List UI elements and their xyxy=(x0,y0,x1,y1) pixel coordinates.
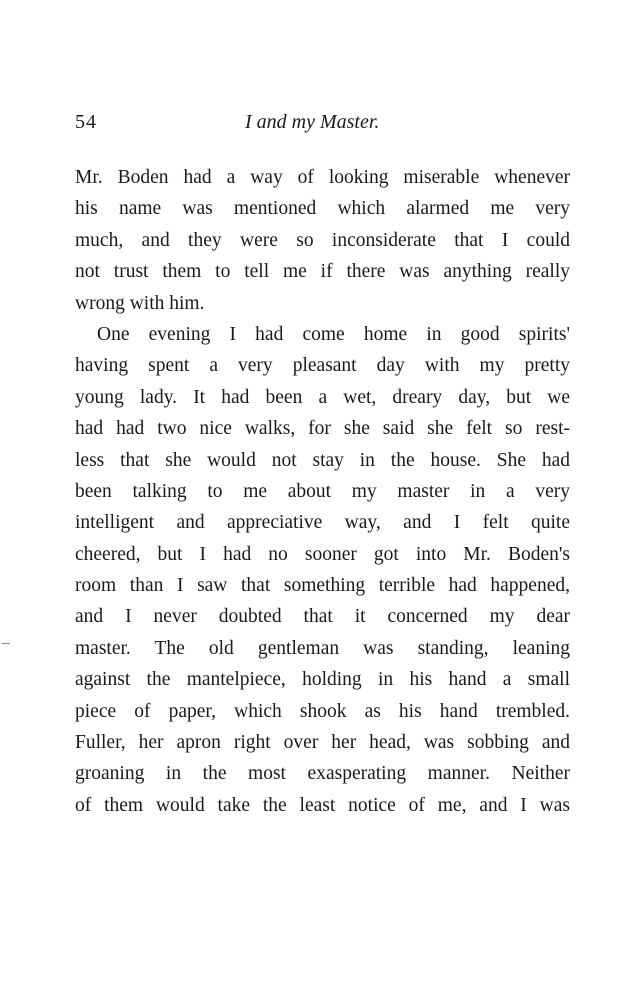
text-line: Mr. Boden had a way of looking miserable whenever xyxy=(75,167,570,188)
text-line: been talking to me about my master in a very xyxy=(75,480,570,502)
text-line: his name was mentioned which alarmed me very xyxy=(75,198,570,220)
text-line: wrong with him. xyxy=(75,292,205,314)
text-line: much, and they were so inconsiderate that I could xyxy=(75,229,570,251)
text-line: less that she would not stay in the house. She had xyxy=(75,449,570,471)
page-number: 54 xyxy=(75,111,97,133)
margin-mark xyxy=(2,643,10,644)
text-line: Fuller, her apron right over her head, was sobbing and xyxy=(75,732,570,754)
body-text xyxy=(75,162,570,821)
text-line: cheered, but I had no sooner got into Mr. Boden's xyxy=(75,543,570,565)
book-title: I and my Master. xyxy=(245,111,380,133)
text-line: against the mantelpiece, holding in his hand a small xyxy=(75,669,570,691)
text-line: young lady. It had been a wet, dreary day, but we xyxy=(75,386,570,408)
text-line: had had two nice walks, for she said she felt so rest- xyxy=(75,418,570,440)
text-line: groaning in the most exasperating manner. Neither xyxy=(75,763,570,785)
text-line: master. The old gentleman was standing, leaning xyxy=(75,637,570,659)
text-line: of them would take the least notice of me, and I was xyxy=(75,794,570,816)
text-line: piece of paper, which shook as his hand trembled. xyxy=(75,700,570,722)
text-line: not trust them to tell me if there was anything really xyxy=(75,261,570,283)
text-line: One evening I had come home in good spirits' xyxy=(97,323,570,345)
text-line: room than I saw that something terrible had happened, xyxy=(75,575,570,597)
text-line: having spent a very pleasant day with my pretty xyxy=(75,355,570,377)
text-line: intelligent and appreciative way, and I felt quite xyxy=(75,512,570,534)
text-line: and I never doubted that it concerned my dear xyxy=(75,606,570,628)
running-head xyxy=(75,111,570,141)
